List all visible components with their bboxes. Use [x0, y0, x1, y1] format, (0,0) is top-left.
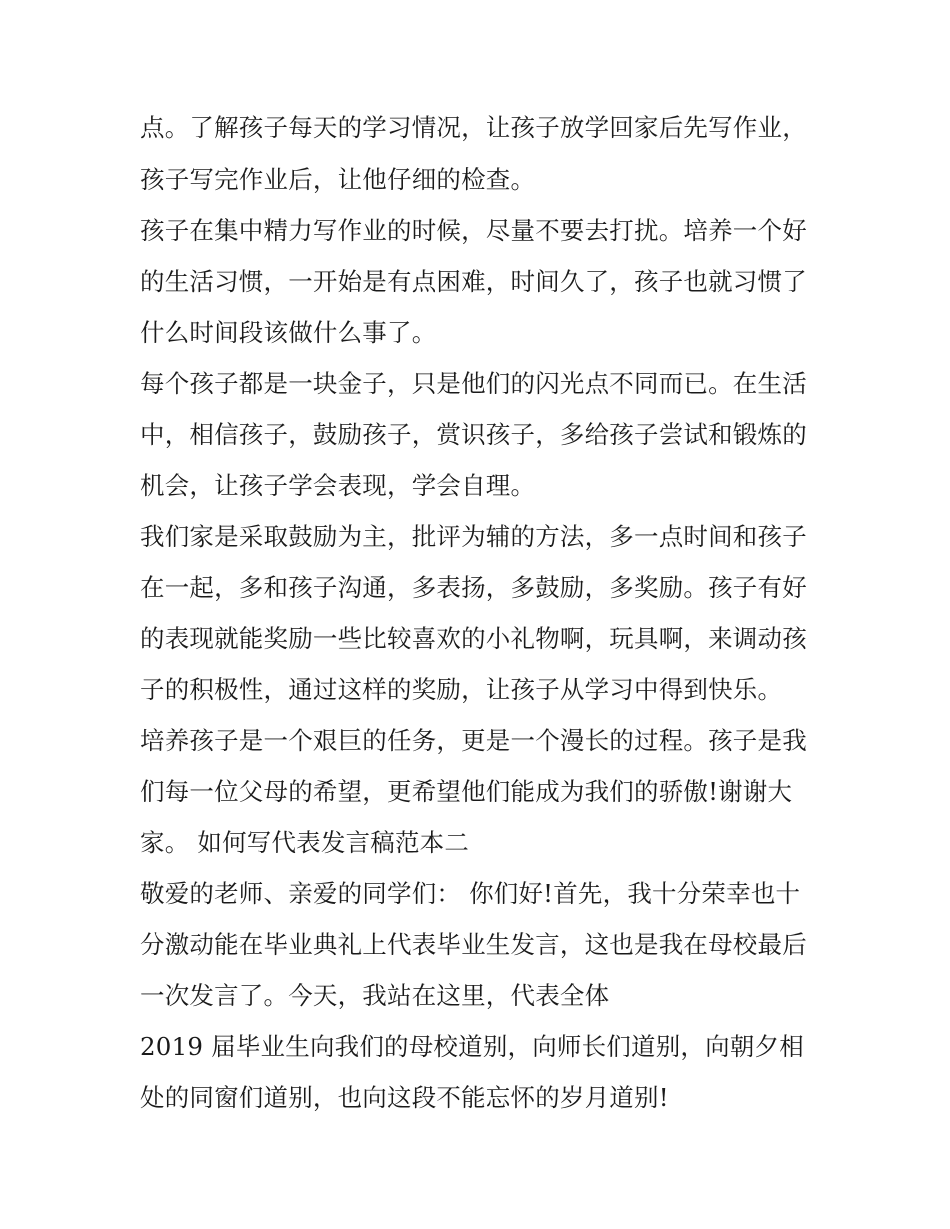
text-line: 机会，让孩子学会表现，学会自理。 [140, 471, 536, 500]
text-line: 一次发言了。今天，我站在这里，代表全体 [140, 981, 610, 1010]
text-line: 的表现就能奖励一些比较喜欢的小礼物啊，玩具啊，来调动孩 [140, 624, 807, 653]
text-line: 子的积极性，通过这样的奖励，让孩子从学习中得到快乐。 [140, 675, 783, 704]
text-line: 什么时间段该做什么事了。 [140, 318, 437, 347]
text-line: 家。 如何写代表发言稿范本二 [140, 828, 470, 857]
text-line: 2019 届毕业生向我们的母校道别，向师长们道别，向朝夕相 [140, 1032, 804, 1061]
text-line: 处的同窗们道别，也向这段不能忘怀的岁月道别! [140, 1083, 669, 1112]
text-line: 孩子在集中精力写作业的时候，尽量不要去打扰。培养一个好 [140, 216, 807, 245]
text-line: 在一起，多和孩子沟通，多表扬，多鼓励，多奖励。孩子有好 [140, 573, 807, 602]
text-line: 中，相信孩子，鼓励孩子，赏识孩子，多给孩子尝试和锻炼的 [140, 420, 807, 449]
text-line: 敬爱的老师、亲爱的同学们： 你们好!首先，我十分荣幸也十 [140, 879, 801, 908]
text-line: 我们家是采取鼓励为主，批评为辅的方法，多一点时间和孩子 [140, 522, 807, 551]
text-line: 的生活习惯，一开始是有点困难，时间久了，孩子也就习惯了 [140, 267, 807, 296]
text-line: 点。了解孩子每天的学习情况，让孩子放学回家后先写作业， [140, 113, 807, 142]
text-line: 们每一位父母的希望，更希望他们能成为我们的骄傲!谢谢大 [140, 777, 793, 806]
text-line: 孩子写完作业后，让他仔细的检查。 [140, 165, 536, 194]
text-line: 培养孩子是一个艰巨的任务，更是一个漫长的过程。孩子是我 [140, 726, 807, 755]
text-line: 分激动能在毕业典礼上代表毕业生发言，这也是我在母校最后 [140, 930, 807, 959]
text-line: 每个孩子都是一块金子，只是他们的闪光点不同而已。在生活 [140, 369, 807, 398]
